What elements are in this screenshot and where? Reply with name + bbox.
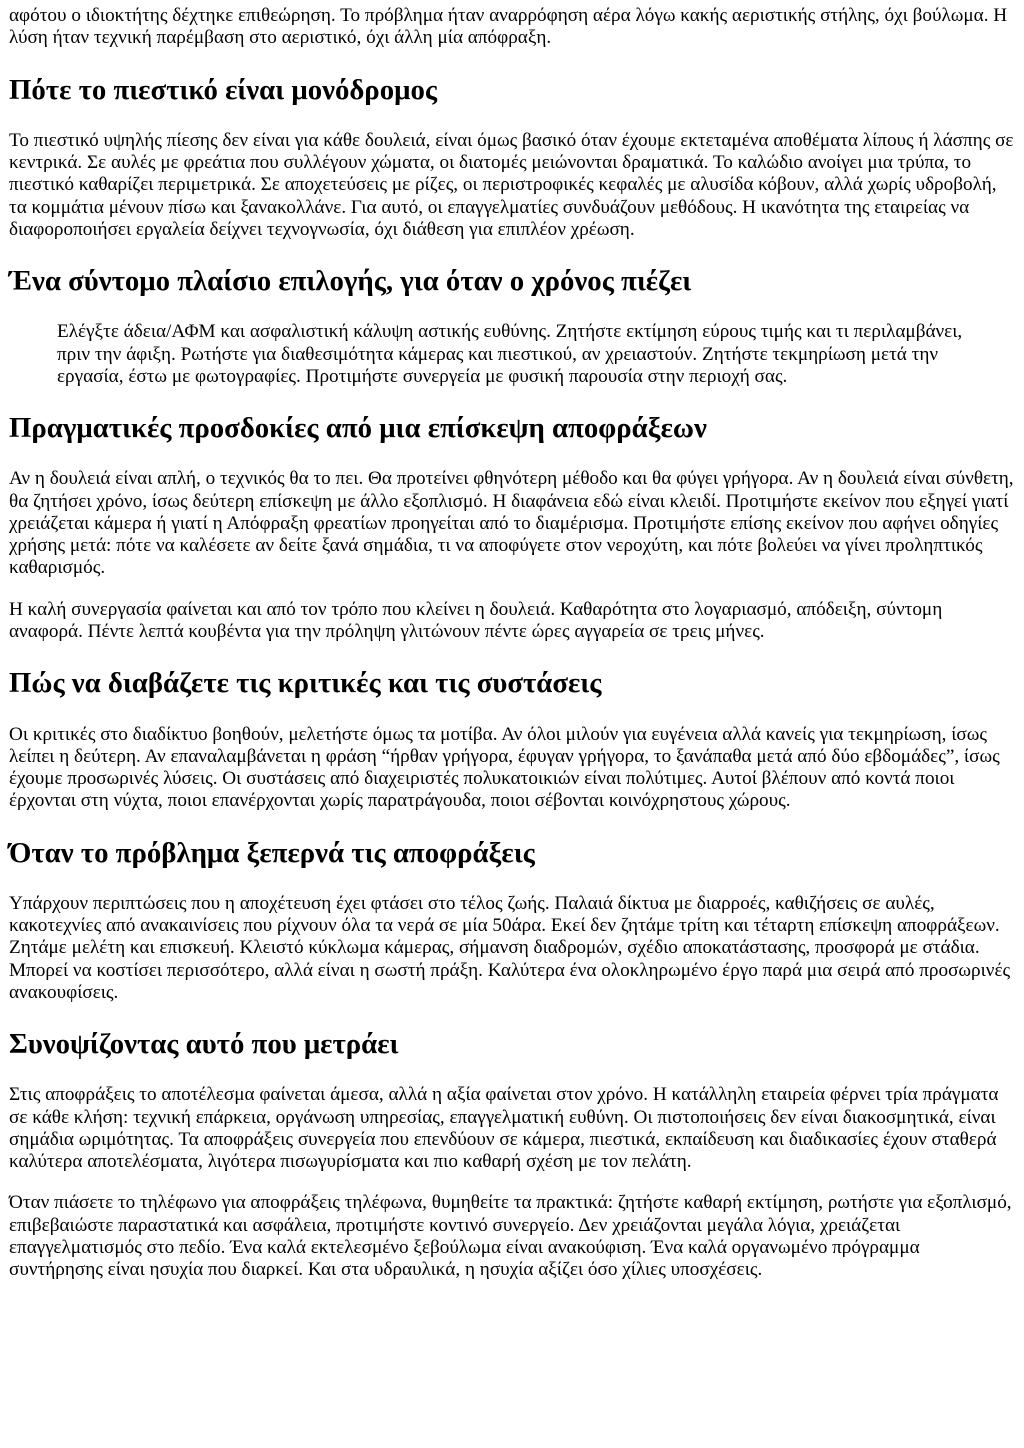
- section-heading-realistic-expectations: Πραγματικές προσδοκίες από μια επίσκεψη αποφράξεων: [9, 412, 707, 445]
- section-heading-summary: Συνοψίζοντας αυτό που μετράει: [9, 1028, 399, 1061]
- section-paragraph: Αν η δουλειά είναι απλή, ο τεχνικός θα το πει. Θα προτείνει φθηνότερη μέθοδο και θα φύγει γρήγορα. Αν η δουλειά είναι σύνθετη, θα ζητήσει χρόνο, ίσως δεύτερη επίσκεψη με άλλο εξοπλισμό. Η διαφάνεια εδώ είναι κλειδί. Προτιμήστε εκείνον που εξηγεί γιατί χρειάζεται κάμερα ή γιατί η Απόφραξη φρεατίων προηγείται από το διαμέρισμα. Προτιμήστε επίσης εκείνον που αφήνει οδηγίες χρήσης μετά: πότε να καλέσετε αν δείτε ξανά σημάδια, τι να αποφύγετε στον νεροχύτη, και πότε βολεύει να γίνει προληπτικός καθαρισμός.: [9, 468, 1014, 579]
- section-paragraph: Η καλή συνεργασία φαίνεται και από τον τρόπο που κλείνει η δουλειά. Καθαρότητα στο λογαριασμό, απόδειξη, σύντομη αναφορά. Πέντε λεπτά κουβέντα για την πρόληψη γλιτώνουν πέντε ώρες αγγαρεία σε τρεις μήνες.: [9, 598, 943, 642]
- quote-block-selection-checklist: Ελέγξτε άδεια/ΑΦΜ και ασφαλιστική κάλυψη αστικής ευθύνης. Ζητήστε εκτίμηση εύρους τιμής και τι περιλαμβάνει, πριν την άφιξη. Ρωτήστε για διαθεσιμότητα κάμερας και πιεστικού, αν χρειαστούν. Ζητήστε τεκμηρίωση μετά την εργασία, έστω με φωτογραφίες. Προτιμήστε συνεργεία με φυσική παρουσία στην περιοχή σας.: [57, 321, 963, 387]
- section-paragraph: Στις αποφράξεις το αποτέλεσμα φαίνεται άμεσα, αλλά η αξία φαίνεται στον χρόνο. Η κατάλληλη εταιρεία φέρνει τρία πράγματα σε κάθε κλήση: τεχνική επάρκεια, οργάνωση υπηρεσίας, επαγγελματική ευθύνη. Οι πιστοποιήσεις δεν είναι διακοσμητικά, είναι σημάδια ωριμότητας. Τα αποφράξεις συνεργεία που επενδύουν σε κάμερα, πιεστικά, εκπαίδευση και διαδικασίες έχουν σταθερά καλύτερα αποτελέσματα, λιγότερα πισωγυρίσματα και πιο καθαρή σχέση με τον πελάτη.: [9, 1084, 999, 1173]
- section-heading-pressure-washer: Πότε το πιεστικό είναι μονόδρομος: [9, 73, 437, 106]
- section-heading-beyond-unblocking: Όταν το πρόβλημα ξεπερνά τις αποφράξεις: [9, 836, 535, 869]
- section-paragraph: Οι κριτικές στο διαδίκτυο βοηθούν, μελετήστε όμως τα μοτίβα. Αν όλοι μιλούν για ευγένεια αλλά κανείς για τεκμηρίωση, ίσως λείπει η δεύτερη. Αν επαναλαμβάνεται η φράση “ήρθαν γρήγορα, έφυγαν γρήγορα, το ξανάπαθα μετά από δύο εβδομάδες”, ίσως έχουμε προσωρινές λύσεις. Οι συστάσεις από διαχειριστές πολυκατοικιών είναι πολύτιμες. Αυτοί βλέπουν από κοντά ποιοι έρχονται στη νύχτα, ποιοι επανέρχονται χωρίς παρατράγουδα, ποιοι σέβονται κοινόχρηστους χώρους.: [9, 723, 1000, 812]
- section-paragraph: Το πιεστικό υψηλής πίεσης δεν είναι για κάθε δουλειά, είναι όμως βασικό όταν έχουμε εκτεταμένα αποθέματα λίπους ή λάσπης σε κεντρικά. Σε αυλές με φρεάτια που συλλέγουν χώματα, οι διατομές μειώνονται δραματικά. Το καλώδιο ανοίγει μια τρύπα, το πιεστικό καθαρίζει περιμετρικά. Σε αποχετεύσεις με ρίζες, οι περιστροφικές κεφαλές με αλυσίδα κόβουν, αλλά χωρίς υδροβολή, τα κομμάτια μένουν πίσω και ξανακολλάνε. Για αυτό, οι επαγγελματίες συνδυάζουν μεθόδους. Η ικανότητα της εταιρείας να διαφοροποιήσει εργαλεία δείχνει τεχνογνωσία, όχι διάθεση για επιπλέον χρέωση.: [9, 129, 1014, 240]
- section-paragraph: Όταν πιάσετε το τηλέφωνο για αποφράξεις τηλέφωνα, θυμηθείτε τα πρακτικά: ζητήστε καθαρή εκτίμηση, ρωτήστε για εξοπλισμό, επιβεβαιώστε παραστατικά και ασφάλεια, προτιμήστε κοντινό συνεργείο. Δεν χρειάζονται μεγάλα λόγια, χρειάζεται επαγγελματισμός στο πεδίο. Ένα καλά εκτελεσμένο ξεβούλωμα είναι ανακούφιση. Ένα καλά οργανωμένο πρόγραμμα συντήρησης είναι ησυχία που διαρκεί. Και στα υδραυλικά, η ησυχία αξίζει όσο χίλιες υποσχέσεις.: [9, 1192, 1012, 1281]
- section-heading-selection-checklist: Ένα σύντομο πλαίσιο επιλογής, για όταν ο χρόνος πιέζει: [9, 265, 692, 298]
- intro-paragraph-fragment: αφότου ο ιδιοκτήτης δέχτηκε επιθεώρηση. Το πρόβλημα ήταν αναρρόφηση αέρα λόγω κακής αεριστικής στήλης, όχι βούλωμα. Η λύση ήταν τεχνική παρέμβαση στο αεριστικό, όχι άλλη μία απόφραξη.: [9, 5, 1008, 49]
- section-heading-reading-reviews: Πώς να διαβάζετε τις κριτικές και τις συστάσεις: [9, 667, 602, 700]
- section-paragraph: Υπάρχουν περιπτώσεις που η αποχέτευση έχει φτάσει στο τέλος ζωής. Παλαιά δίκτυα με διαρροές, καθιζήσεις σε αυλές, κακοτεχνίες από ανακαινίσεις που ρίχνουν όλα τα νερά σε μία 50άρα. Εκεί δεν ζητάμε τρίτη και τέταρτη επίσκεψη αποφράξεων. Ζητάμε μελέτη και επισκευή. Κλειστό κύκλωμα κάμερας, σήμανση διαδρομών, σχέδιο αποκατάστασης, προσφορά με στάδια. Μπορεί να κοστίσει περισσότερο, αλλά είναι η σωστή πράξη. Καλύτερα ένα ολοκληρωμένο έργο παρά μια σειρά από προσωρινές ανακουφίσεις.: [9, 892, 1011, 1003]
